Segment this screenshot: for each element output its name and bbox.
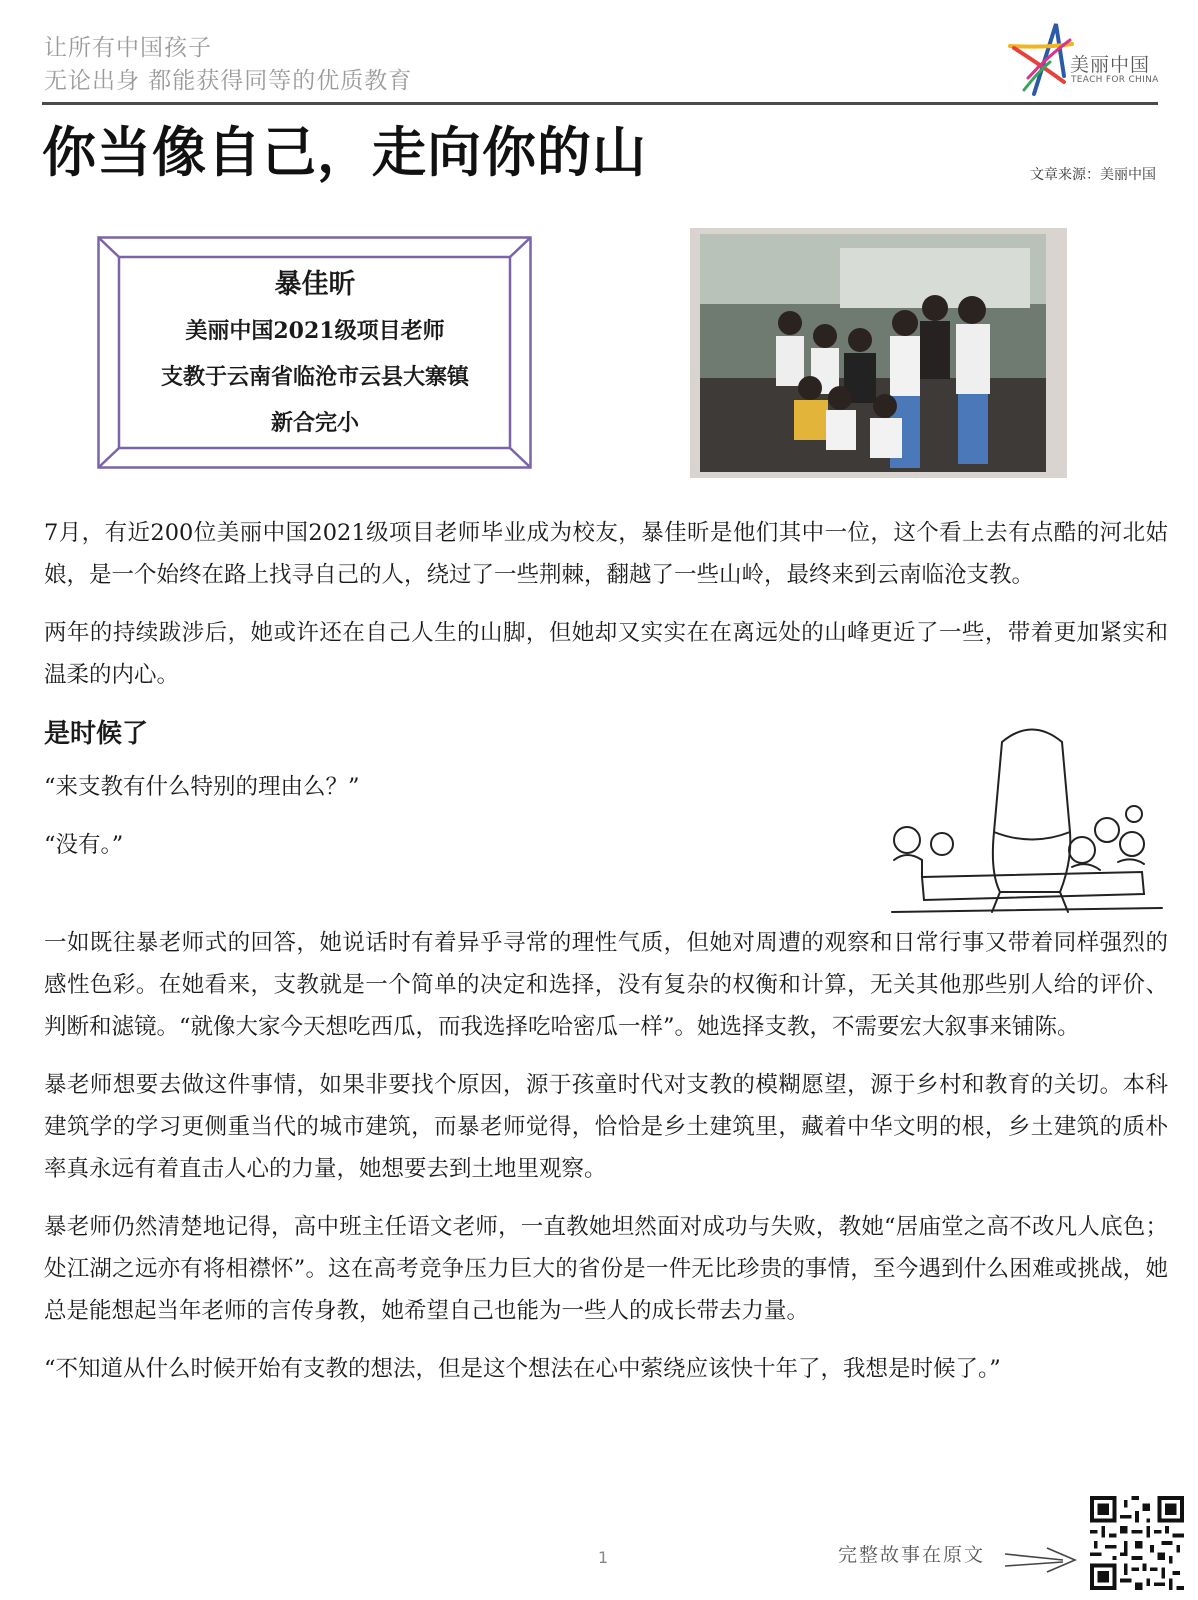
section-heading: 是时候了 <box>44 719 149 749</box>
paragraph-3: 一如既往暴老师式的回答，她说话时有着异乎寻常的理性气质，但她对周遭的观察和日常行事又带着同样强烈的感性色彩。在她看来，支教就是一个简单的决定和选择，没有复杂的权衡和计算，无关其他那些别人给的评价、判断和滤镜。“就像大家今天想吃西瓜，而我选择吃哈密瓜一样”。她选择支教，不需要宏大叙事来铺陈。 <box>44 930 1168 1040</box>
tagline-line-1: 让所有中国孩子 <box>44 35 212 61</box>
arrow-right-icon <box>1003 1542 1079 1576</box>
profile-name: 暴佳昕 <box>274 269 356 300</box>
article-title: 你当像自己，走向你的山 <box>42 121 647 184</box>
class-photo <box>690 228 1067 478</box>
profile-role: 美丽中国2021级项目老师 <box>185 318 445 344</box>
tagline <box>44 32 412 98</box>
teacher-illustration <box>882 722 1172 922</box>
profile-card <box>119 256 511 446</box>
paragraph-6: “不知道从什么时候开始有支教的想法，但是这个想法在心中萦绕应该快十年了，我想是时候了。” <box>44 1356 1001 1382</box>
logo-name-en: TEACH FOR CHINA <box>1071 75 1159 85</box>
article-body <box>44 512 1168 1406</box>
header-divider <box>42 102 1158 105</box>
quote-answer: “没有。” <box>44 832 124 858</box>
profile-location: 支教于云南省临沧市云县大寨镇 <box>160 364 469 390</box>
qr-code-icon[interactable] <box>1090 1496 1184 1590</box>
page-number: 1 <box>598 1548 609 1567</box>
article-source: 文章来源：美丽中国 <box>1030 167 1156 183</box>
profile-school: 新合完小 <box>270 410 359 436</box>
paragraph-1: 7月，有近200位美丽中国2021级项目老师毕业成为校友，暴佳昕是他们其中一位，这个看上去有点酷的河北姑娘，是一个始终在路上找寻自己的人，绕过了一些荆棘，翻越了一些山岭，最终来到云南临沧支教。 <box>44 520 1168 588</box>
logo-name-cn: 美丽中国 <box>1070 54 1151 76</box>
read-original-link[interactable]: 完整故事在原文 <box>838 1544 986 1566</box>
paragraph-4: 暴老师想要去做这件事情，如果非要找个原因，源于孩童时代对支教的模糊愿望，源于乡村和教育的关切。本科建筑学的学习更侧重当代的城市建筑，而暴老师觉得，恰恰是乡土建筑里，藏着中华文明的根，乡土建筑的质朴率真永远有着直击人心的力量，她想要去到土地里观察。 <box>44 1072 1168 1182</box>
paragraph-5: 暴老师仍然清楚地记得，高中班主任语文老师，一直教她坦然面对成功与失败，教她“居庙堂之高不改凡人底色；处江湖之远亦有将相襟怀”。这在高考竞争压力巨大的省份是一件无比珍贵的事情，至今遇到什么困难或挑战，她总是能想起当年老师的言传身教，她希望自己也能为一些人的成长带去力量。 <box>44 1214 1168 1324</box>
paragraph-2: 两年的持续跋涉后，她或许还在自己人生的山脚，但她却又实实在在离远处的山峰更近了一些，带着更加紧实和温柔的内心。 <box>44 620 1168 688</box>
tagline-line-2: 无论出身 都能获得同等的优质教育 <box>44 68 413 94</box>
quote-question: “来支教有什么特别的理由么？” <box>44 774 360 800</box>
